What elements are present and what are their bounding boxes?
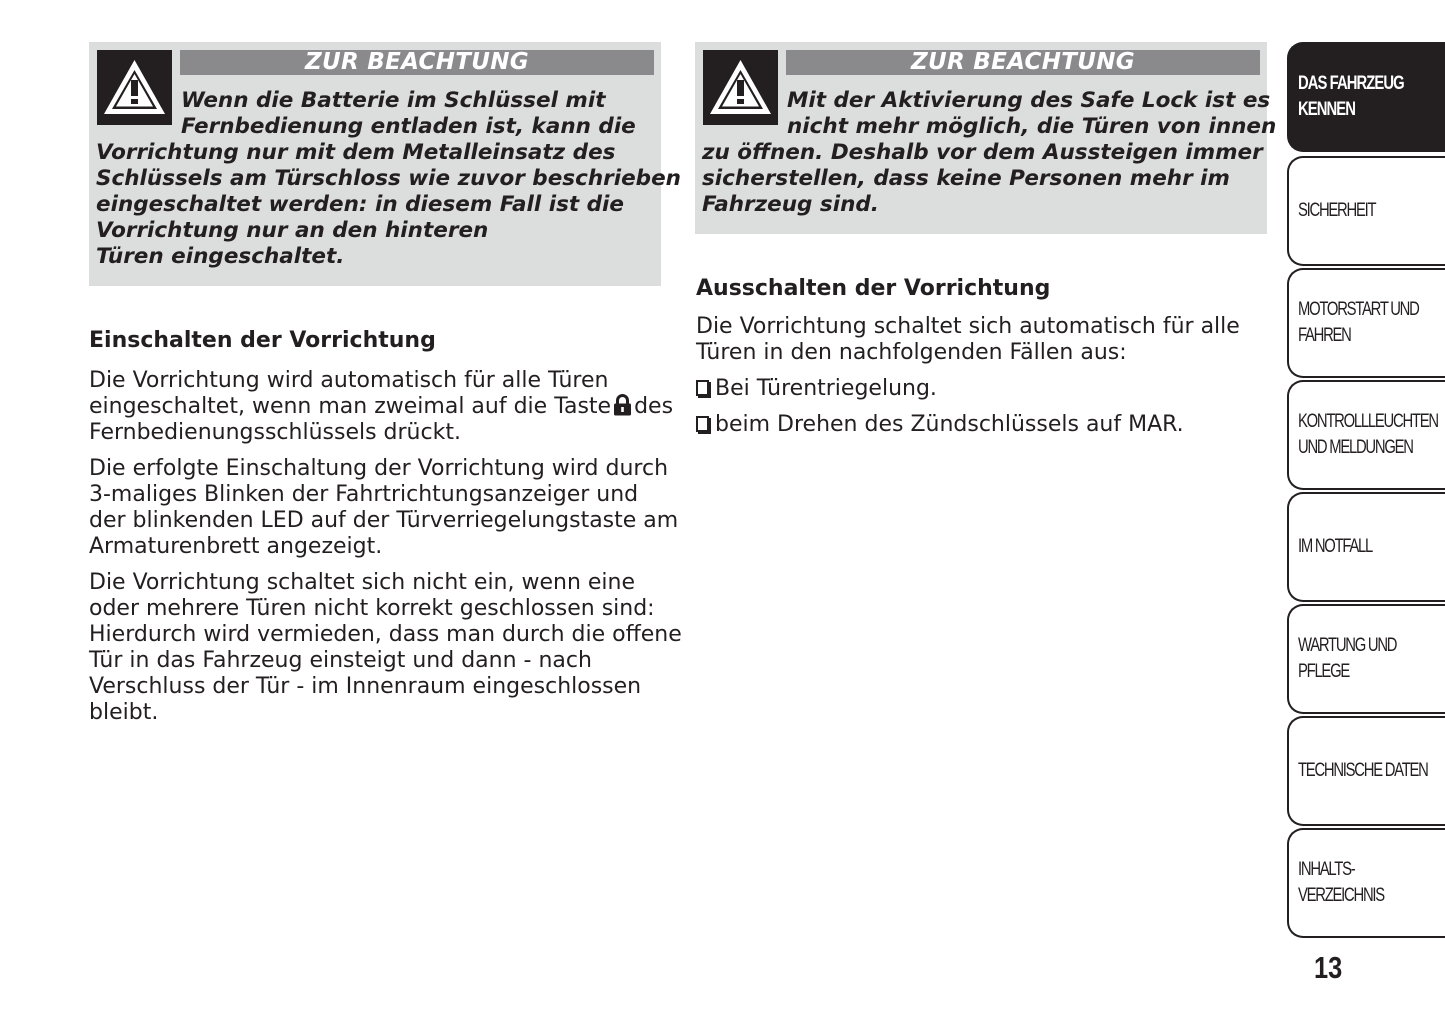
tab-label: IM NOTFALL	[1298, 536, 1372, 557]
list-item	[696, 376, 1276, 402]
warning-line: sicherstellen, dass keine Personen mehr im	[702, 166, 1230, 191]
page-number: 13	[1314, 950, 1343, 985]
section-ausschalten	[696, 274, 1276, 438]
text-line: Die Vorrichtung schaltet sich nicht ein, wenn eine	[89, 570, 636, 595]
text-line: Verschluss der Tür - im Innenraum eingeschlossen	[89, 674, 642, 699]
tab-technische-daten[interactable]	[1287, 716, 1445, 826]
list-item	[696, 412, 1276, 438]
warning-line: Fahrzeug sind.	[702, 192, 879, 217]
text-line: Die Vorrichtung wird automatisch für alle Türen	[89, 368, 609, 393]
warning-line: nicht mehr möglich, die Türen von innen	[787, 114, 1277, 139]
warning-header	[786, 50, 1260, 75]
tab-kontrollleuchten[interactable]	[1287, 380, 1445, 490]
text-line: Die Vorrichtung schaltet sich automatisch für alle	[696, 314, 1240, 339]
warning-line: Schlüssels am Türschloss wie zuvor beschrieben	[96, 166, 681, 191]
warning-line: Türen eingeschaltet.	[96, 244, 345, 269]
tab-label: DAS FAHRZEUG KENNEN	[1298, 73, 1404, 120]
text-line	[89, 394, 674, 420]
tab-label: TECHNISCHE DATEN	[1298, 760, 1428, 781]
section-einschalten	[89, 326, 682, 726]
tab-label: SICHERHEIT	[1298, 200, 1376, 221]
text-line: Armaturenbrett angezeigt.	[89, 534, 383, 559]
tab-label: KONTROLLLEUCHTEN UND MELDUNGEN	[1298, 411, 1438, 458]
text-line: Tür in das Fahrzeug einsteigt und dann - nach	[89, 648, 592, 673]
warning-line: Vorrichtung nur an den hinteren	[96, 218, 489, 243]
warning-line: eingeschaltet werden: in diesem Fall ist die	[96, 192, 624, 217]
section-heading: Einschalten der Vorrichtung	[89, 328, 436, 353]
text-line: Die erfolgte Einschaltung der Vorrichtung wird durch	[89, 456, 669, 481]
section-heading: Ausschalten der Vorrichtung	[696, 276, 1051, 301]
tab-label: INHALTS- VERZEICHNIS	[1298, 859, 1384, 906]
warning-title: ZUR BEACHTUNG	[911, 49, 1135, 75]
paragraph	[696, 314, 1276, 366]
warning-line: Mit der Aktivierung des Safe Lock ist es	[787, 88, 1271, 113]
text-line: Fernbedienungsschlüssels drückt.	[89, 420, 461, 445]
text-fragment: eingeschaltet, wenn man zweimal auf die Taste	[89, 394, 612, 419]
list-item-text: beim Drehen des Zündschlüssels auf MAR.	[715, 412, 1184, 437]
text-line: 3-maliges Blinken der Fahrtrichtungsanzeiger und	[89, 482, 639, 507]
paragraph	[89, 456, 679, 560]
warning-text	[702, 88, 1277, 218]
text-fragment: des	[634, 394, 674, 419]
tab-sicherheit[interactable]	[1287, 156, 1445, 266]
paragraph	[89, 570, 682, 726]
tab-motorstart-und-fahren[interactable]	[1287, 268, 1445, 378]
paragraph	[89, 368, 674, 446]
text-line: Türen in den nachfolgenden Fällen aus:	[696, 340, 1127, 365]
text-line: bleibt.	[89, 700, 159, 725]
warning-line: Wenn die Batterie im Schlüssel mit	[181, 88, 606, 113]
padlock-icon	[613, 394, 632, 416]
list-item-text: Bei Türentriegelung.	[715, 376, 937, 401]
text-line: oder mehrere Türen nicht korrekt geschlossen sind:	[89, 596, 655, 621]
tab-inhaltsverzeichnis[interactable]	[1287, 828, 1445, 938]
warning-title: ZUR BEACHTUNG	[305, 49, 529, 75]
tab-das-fahrzeug-kennen[interactable]	[1287, 42, 1445, 152]
text-line: Hierdurch wird vermieden, dass man durch die offene	[89, 622, 682, 647]
tab-label: MOTORSTART UND FAHREN	[1298, 299, 1419, 346]
warning-header	[180, 50, 654, 75]
warning-box-safe-lock	[695, 42, 1277, 234]
tab-label: WARTUNG UND PFLEGE	[1298, 635, 1397, 682]
checkbox-bullet-icon	[696, 416, 709, 432]
warning-text	[96, 88, 681, 270]
text-line: der blinkenden LED auf der Türverriegelungstaste am	[89, 508, 679, 533]
tab-im-notfall[interactable]	[1287, 492, 1445, 602]
warning-line: zu öffnen. Deshalb vor dem Aussteigen immer	[702, 140, 1263, 165]
checkbox-bullet-icon	[696, 380, 709, 396]
tab-wartung-und-pflege[interactable]	[1287, 604, 1445, 714]
warning-line: Vorrichtung nur mit dem Metalleinsatz des	[96, 140, 616, 165]
warning-line: Fernbedienung entladen ist, kann die	[181, 114, 636, 139]
warning-box-battery	[89, 42, 681, 286]
